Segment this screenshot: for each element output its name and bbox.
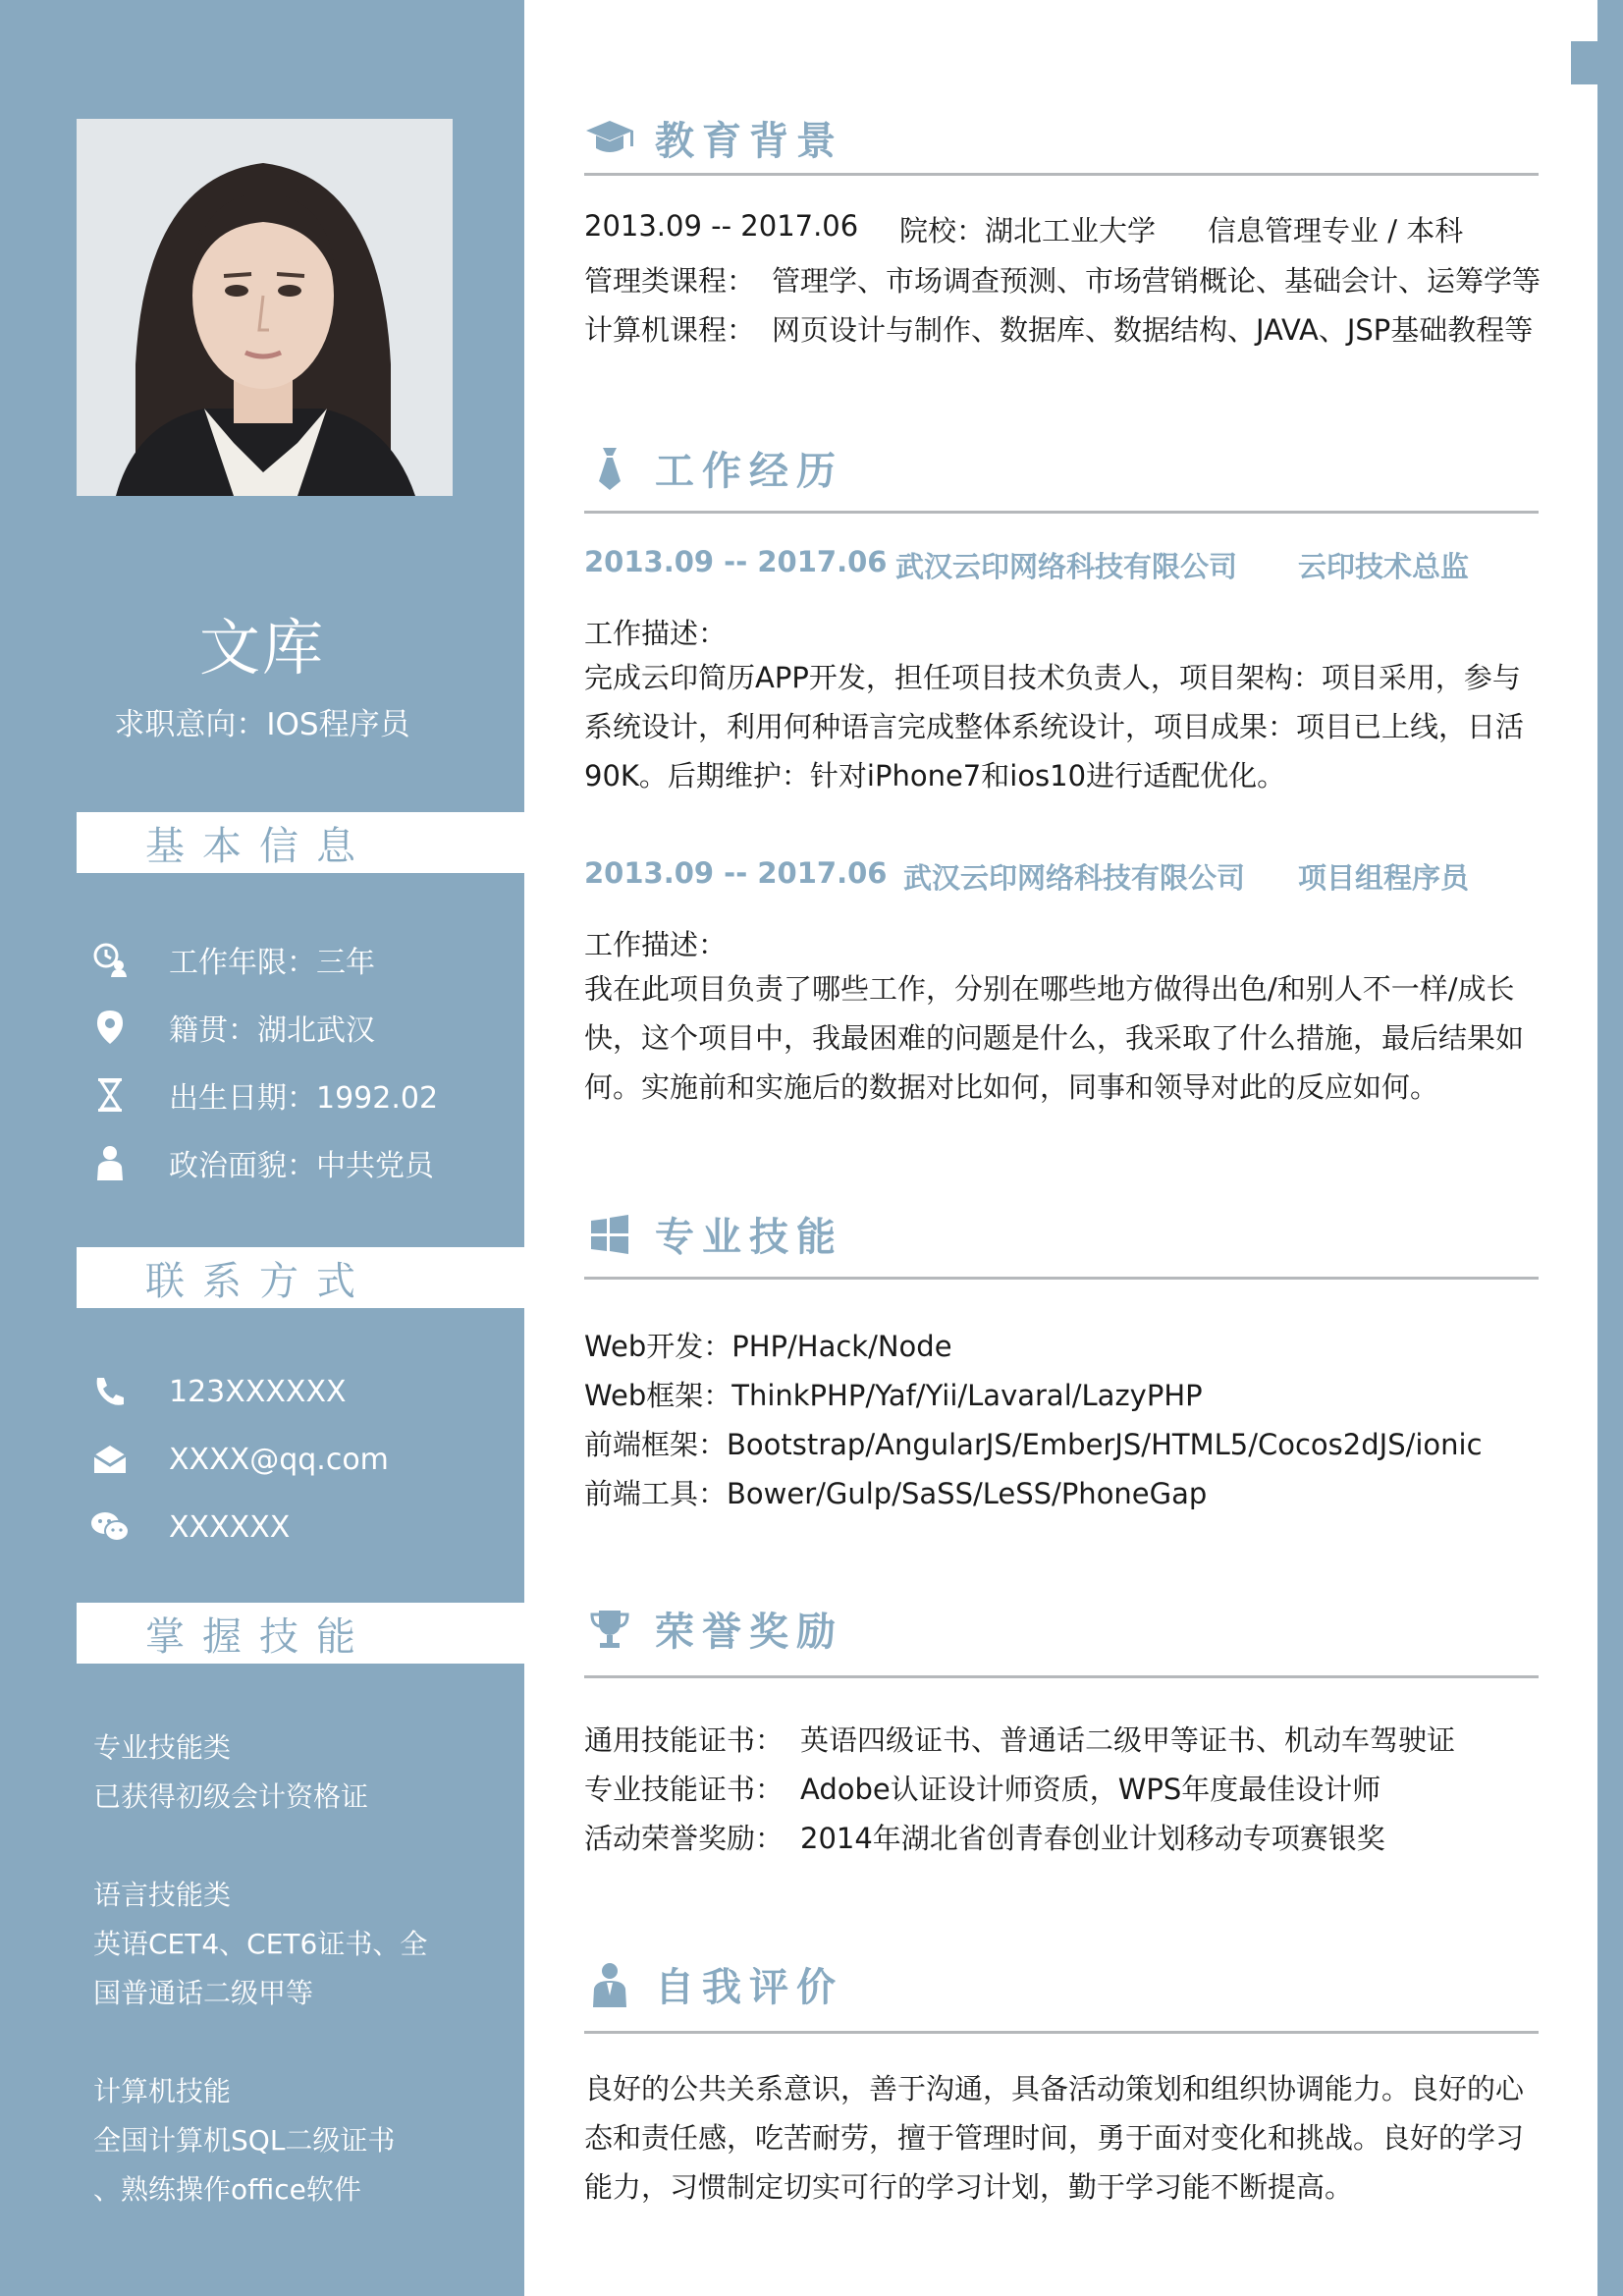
education-period: 2013.09 -- 2017.06 <box>584 209 859 243</box>
job-company: 武汉云印网络科技有限公司 <box>895 550 1238 583</box>
skill-group: 语言技能类 英语CET4、CET6证书、全 国普通话二级甲等 <box>93 1879 428 2009</box>
mastered-skills-title: 掌握技能 <box>145 1613 373 1660</box>
contact-header <box>77 1247 524 1308</box>
contact-item: 123XXXXXX <box>90 1372 347 1411</box>
job-intent: 求职意向：IOS程序员 <box>114 707 410 742</box>
honor-value: 2014年湖北省创青春创业计划移动专项赛银奖 <box>800 1822 1385 1855</box>
course-label: 计算机课程： <box>584 313 756 347</box>
job-desc-label: 工作描述： <box>584 928 728 961</box>
basic-info-item: 籍贯：湖北武汉 <box>90 1006 375 1049</box>
right-decor-tab <box>1571 41 1597 84</box>
necktie-icon <box>584 443 635 494</box>
job-position: 项目组程序员 <box>1298 861 1470 895</box>
contact-item: XXXX@qq.com <box>90 1440 389 1479</box>
basic-info-item: 工作年限：三年 <box>90 938 375 981</box>
graduation-cap-icon <box>584 113 635 164</box>
education-school: 院校：湖北工业大学 <box>899 214 1157 247</box>
honor-value: Adobe认证设计师资质，WPS年度最佳设计师 <box>800 1773 1381 1806</box>
self-eval-section-title: 自我评价 <box>584 1956 843 2012</box>
right-decor-stripe <box>1597 0 1623 2296</box>
person-icon <box>90 1143 130 1182</box>
job-desc-label: 工作描述： <box>584 617 728 650</box>
location-pin-icon <box>90 1008 130 1047</box>
person-icon <box>584 1959 635 2010</box>
section-divider <box>584 1675 1539 1678</box>
wechat-icon <box>90 1507 130 1547</box>
windows-icon <box>584 1209 635 1260</box>
section-divider <box>584 511 1539 514</box>
section-divider <box>584 2031 1539 2034</box>
self-eval-text: 良好的公共关系意识，善于沟通，具备活动策划和组织协调能力。良好的心态和责任感，吃苦耐劳，擅于管理时间，勇于面对变化和挑战。良好的学习能力，习惯制定切实可行的学习计划，勤于学习能不断提高。 <box>584 2072 1525 2204</box>
contact-item: XXXXXX <box>90 1507 290 1547</box>
job-company: 武汉云印网络科技有限公司 <box>903 861 1246 895</box>
honor-label: 专业技能证书： <box>584 1773 784 1806</box>
clock-user-icon <box>90 940 130 979</box>
course-label: 管理类课程： <box>584 264 756 298</box>
job-position: 云印技术总监 <box>1298 550 1470 583</box>
honor-value: 英语四级证书、普通话二级甲等证书、机动车驾驶证 <box>800 1723 1456 1757</box>
skill-line: 前端工具：Bower/Gulp/SaSS/LeSS/PhoneGap <box>584 1477 1208 1510</box>
basic-info-item: 出生日期：1992.02 <box>90 1073 438 1117</box>
skill-line: 前端框架：Bootstrap/AngularJS/EmberJS/HTML5/Cocos2dJS/ionic <box>584 1428 1483 1461</box>
education-section-title: 教育背景 <box>584 110 843 166</box>
hourglass-icon <box>90 1075 130 1115</box>
job-period: 2013.09 -- 2017.06 <box>584 545 888 578</box>
skill-line: Web框架：ThinkPHP/Yaf/Yii/Lavaral/LazyPHP <box>584 1379 1203 1412</box>
profile-name: 文库 <box>198 612 325 683</box>
job-description: 完成云印简历APP开发，担任项目技术负责人，项目架构：项目采用，参与系统设计，利用何种语言完成整体系统设计，项目成果：项目已上线，日活90K。后期维护：针对iPhone7和ios10进行适配优化。 <box>584 661 1525 793</box>
job-description: 我在此项目负责了哪些工作，分别在哪些地方做得出色/和别人不一样/成长快，这个项目中，我最困难的问题是什么，我采取了什么措施，最后结果如何。实施前和实施后的数据对比如何，同事和领导对此的反应如何。 <box>584 972 1525 1104</box>
mastered-skills-header <box>77 1603 524 1664</box>
basic-info-header <box>77 812 524 873</box>
profile-photo <box>77 119 453 496</box>
phone-icon <box>90 1372 130 1411</box>
skill-group: 计算机技能 全国计算机SQL二级证书 、熟练操作office软件 <box>93 2075 396 2206</box>
honor-label: 通用技能证书： <box>584 1723 784 1757</box>
skill-line: Web开发：PHP/Hack/Node <box>584 1330 952 1363</box>
course-value: 网页设计与制作、数据库、数据结构、JAVA、JSP基础教程等 <box>772 313 1534 347</box>
basic-info-title: 基本信息 <box>145 823 373 869</box>
honors-section-title: 荣誉奖励 <box>584 1601 843 1657</box>
basic-info-item: 政治面貌：中共党员 <box>90 1141 434 1184</box>
honor-label: 活动荣誉奖励： <box>584 1822 784 1855</box>
work-section-title: 工作经历 <box>584 440 843 496</box>
contact-title: 联系方式 <box>145 1258 373 1304</box>
trophy-icon <box>584 1604 635 1655</box>
skill-group: 专业技能类 已获得初级会计资格证 <box>93 1731 369 1813</box>
course-value: 管理学、市场调查预测、市场营销概论、基础会计、运筹学等 <box>772 264 1542 298</box>
education-major: 信息管理专业 / 本科 <box>1208 214 1464 247</box>
skills-section-title: 专业技能 <box>584 1206 843 1262</box>
section-divider <box>584 173 1539 176</box>
job-period: 2013.09 -- 2017.06 <box>584 856 888 890</box>
section-divider <box>584 1277 1539 1280</box>
mail-icon <box>90 1440 130 1479</box>
